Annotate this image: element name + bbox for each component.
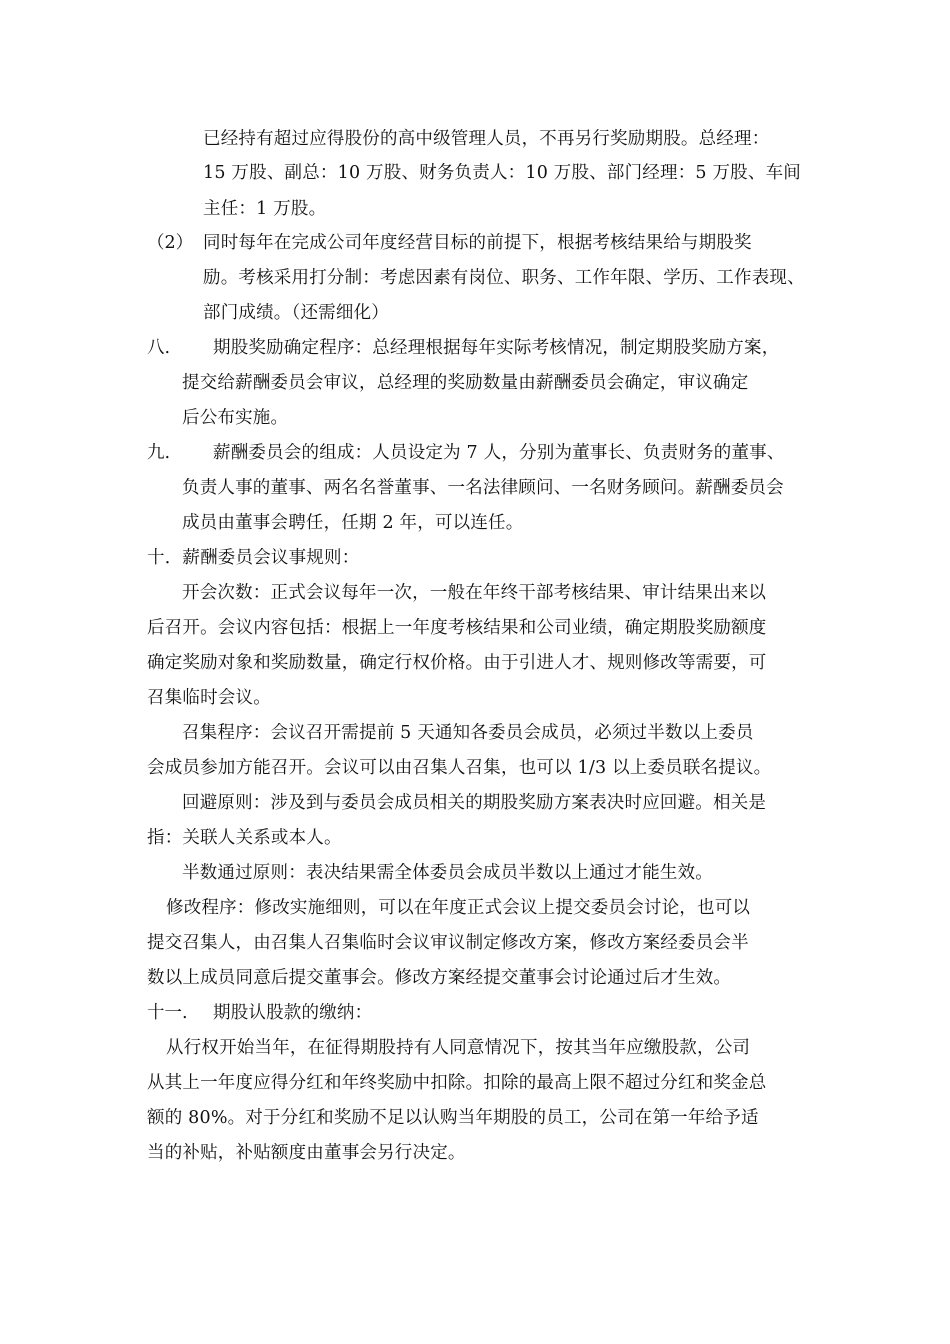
section-9-heading-line: 薪酬委员会的组成：人员设定为 7 人，分别为董事长、负责财务的董事、 — [213, 443, 785, 463]
paragraph-line: 数以上成员同意后提交董事会。修改方案经提交董事会讨论通过后才生效。 — [147, 968, 732, 988]
section-11-marker: 十一. — [147, 1003, 188, 1023]
paragraph-line: 当的补贴，补贴额度由董事会另行决定。 — [147, 1143, 466, 1163]
paragraph-line: 成员由董事会聘任，任期 2 年，可以连任。 — [182, 513, 524, 533]
paragraph-line: 提交给薪酬委员会审议，总经理的奖励数量由薪酬委员会确定，审议确定 — [182, 373, 749, 393]
paragraph-line: 额的 80%。对于分红和奖励不足以认购当年期股的员工，公司在第一年给予适 — [147, 1108, 759, 1128]
paragraph-line: 会成员参加方能召开。会议可以由召集人召集，也可以 1/3 以上委员联名提议。 — [147, 758, 772, 778]
paragraph-line: 已经持有超过应得股份的高中级管理人员，不再另行奖励期股。总经理： — [203, 129, 770, 149]
paragraph-line: 15 万股、副总：10 万股、财务负责人：10 万股、部门经理：5 万股、车间 — [203, 163, 801, 183]
section-8-marker: 八. — [147, 338, 171, 358]
paragraph-line: 指：关联人关系或本人。 — [147, 828, 342, 848]
section-10-heading: 十．薪酬委员会议事规则： — [147, 548, 360, 568]
paragraph-line: 回避原则：涉及到与委员会成员相关的期股奖励方案表决时应回避。相关是 — [182, 793, 767, 813]
paragraph-line: 开会次数：正式会议每年一次，一般在年终干部考核结果、审计结果出来以 — [182, 583, 767, 603]
paragraph-line: 提交召集人，由召集人召集临时会议审议制定修改方案，修改方案经委员会半 — [147, 933, 749, 953]
paragraph-line: 励。考核采用打分制：考虑因素有岗位、职务、工作年限、学历、工作表现、 — [203, 268, 805, 288]
section-8-heading-line: 期股奖励确定程序：总经理根据每年实际考核情况，制定期股奖励方案， — [213, 338, 780, 358]
paragraph-line: 确定奖励对象和奖励数量，确定行权价格。由于引进人才、规则修改等需要，可 — [147, 653, 767, 673]
paragraph-line: 后公布实施。 — [182, 408, 289, 428]
section-11-heading: 期股认股款的缴纳： — [213, 1003, 373, 1023]
paragraph-line: 负责人事的董事、两名名誉董事、一名法律顾问、一名财务顾问。薪酬委员会 — [182, 478, 784, 498]
paragraph-line: 从其上一年度应得分红和年终奖励中扣除。扣除的最高上限不超过分红和奖金总 — [147, 1073, 767, 1093]
paragraph-line: 召集程序：会议召开需提前 5 天通知各委员会成员，必须过半数以上委员 — [182, 723, 754, 743]
paragraph-line: 主任：1 万股。 — [203, 199, 327, 219]
paragraph-line: 后召开。会议内容包括：根据上一年度考核结果和公司业绩，确定期股奖励额度 — [147, 618, 767, 638]
paragraph-line: 半数通过原则：表决结果需全体委员会成员半数以上通过才能生效。 — [182, 863, 713, 883]
paragraph-line: 同时每年在完成公司年度经营目标的前提下，根据考核结果给与期股奖 — [203, 233, 752, 253]
paragraph-line: 修改程序：修改实施细则，可以在年度正式会议上提交委员会讨论，也可以 — [166, 898, 751, 918]
section-9-marker: 九. — [147, 443, 171, 463]
item-2-marker: （2） — [147, 233, 194, 253]
paragraph-line: 从行权开始当年，在征得期股持有人同意情况下，按其当年应缴股款，公司 — [166, 1038, 751, 1058]
paragraph-line: 部门成绩。（还需细化） — [203, 303, 389, 323]
paragraph-line: 召集临时会议。 — [147, 688, 271, 708]
